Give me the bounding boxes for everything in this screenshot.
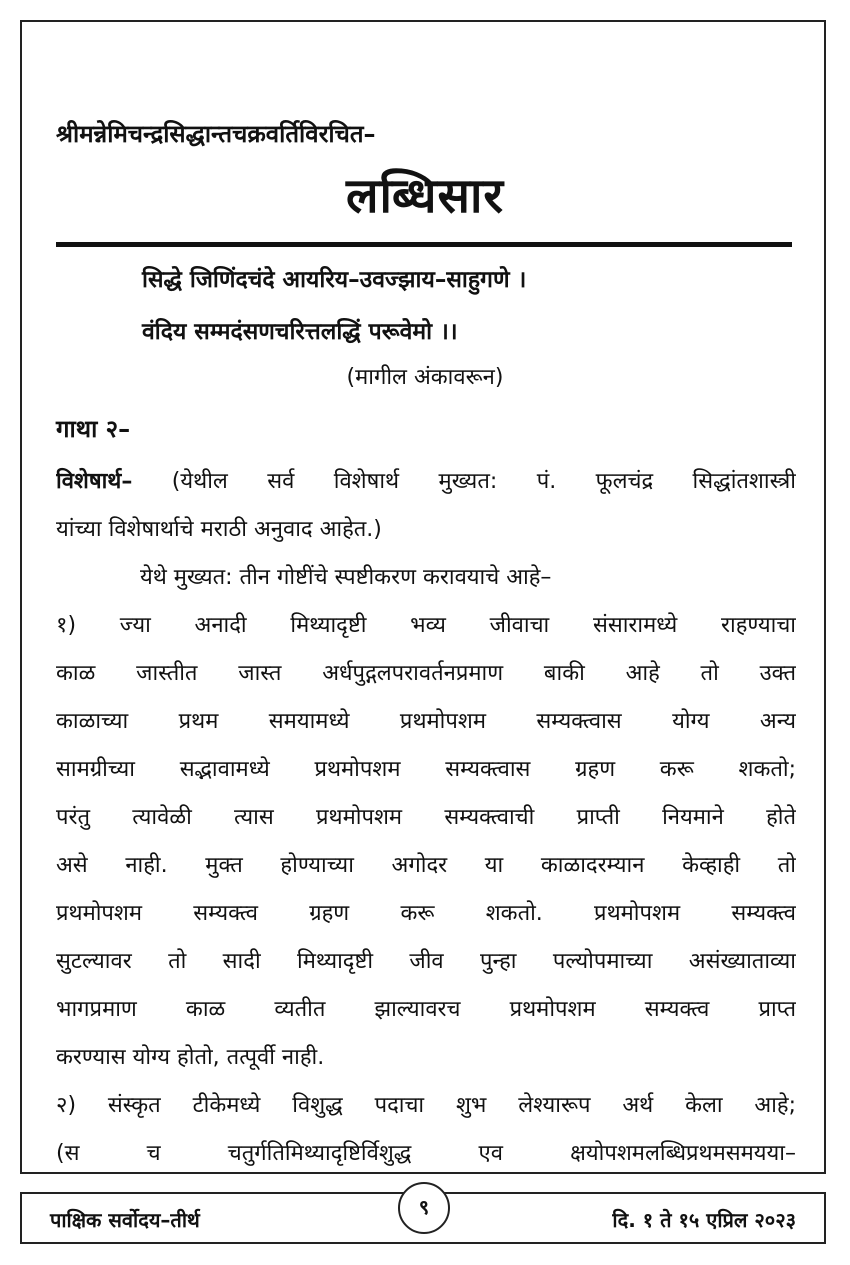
body-line: १) ज्या अनादी मिथ्यादृष्टी भव्य जीवाचा संसारामध्ये राहण्याचा	[56, 613, 796, 638]
body-line: यांच्या विशेषार्थाचे मराठी अनुवाद आहेत.)	[56, 517, 382, 542]
verse-line-1: सिद्धे जिणिंदचंदे आयरिय–उवज्झाय–साहुगणे ।	[142, 267, 527, 293]
title-divider	[56, 242, 792, 247]
publication-name: पाक्षिक सर्वोदय–तीर्थ	[50, 1208, 200, 1232]
body-line: २) संस्कृत टीकेमध्ये विशुद्ध पदाचा शुभ लेश्यारूप अर्थ केला आहे;	[56, 1093, 796, 1118]
body-text	[56, 458, 796, 1178]
body-line: असे नाही. मुक्त होण्याच्या अगोदर या काळादरम्यान केव्हाही तो	[56, 853, 796, 878]
body-line: करण्यास योग्य होतो, तत्पूर्वी नाही.	[56, 1045, 325, 1070]
body-line: परंतु त्यावेळी त्यास प्रथमोपशम सम्यक्त्वाची प्राप्ती नियमाने होते	[56, 805, 796, 830]
issue-date: दि. १ ते १५ एप्रिल २०२३	[612, 1208, 796, 1232]
body-line-text: (येथील सर्व विशेषार्थ मुख्यत: पं. फूलचंद्र सिद्धांतशास्त्री	[132, 469, 796, 494]
gatha-label: गाथा २–	[56, 415, 131, 443]
body-line: प्रथमोपशम सम्यक्त्व ग्रहण करू शकतो. प्रथमोपशम सम्यक्त्व	[56, 901, 796, 926]
body-line: येथे मुख्यत: तीन गोष्टींचे स्पष्टीकरण करावयाचे आहे–	[140, 565, 552, 590]
body-line: काळ जास्तीत जास्त अर्धपुद्गलपरावर्तनप्रमाण बाकी आहे तो उक्त	[56, 661, 796, 686]
page-frame	[20, 20, 826, 1174]
author-line: श्रीमन्नेमिचन्द्रसिद्धान्तचक्रवर्तिविरचित–	[56, 120, 376, 148]
body-line: काळाच्या प्रथम समयामध्ये प्रथमोपशम सम्यक्त्वास योग्य अन्य	[56, 709, 796, 734]
body-line: (स च चतुर्गतिमिथ्यादृष्टिर्विशुद्ध एव क्षयोपशमलब्धिप्रथमसमयया–	[56, 1141, 796, 1166]
vishesharth-label: विशेषार्थ–	[56, 469, 133, 494]
body-line	[56, 458, 796, 506]
body-line: सामग्रीच्या सद्भावामध्ये प्रथमोपशम सम्यक्त्वास ग्रहण करू शकतो;	[56, 757, 796, 782]
page-number: ९	[398, 1182, 450, 1234]
body-line: सुटल्यावर तो सादी मिथ्यादृष्टी जीव पुन्हा पल्योपमाच्या असंख्याताव्या	[56, 949, 796, 974]
verse-line-2: वंदिय सम्मदंसणचरित्तलद्धिं परूवेमो ।।	[142, 319, 458, 345]
page-footer	[20, 1192, 826, 1244]
book-title: लब्धिसार	[345, 168, 505, 224]
body-line: भागप्रमाण काळ व्यतीत झाल्यावरच प्रथमोपशम सम्यक्त्व प्राप्त	[56, 997, 796, 1022]
continuation-note: (मागील अंकावरून)	[346, 365, 504, 390]
